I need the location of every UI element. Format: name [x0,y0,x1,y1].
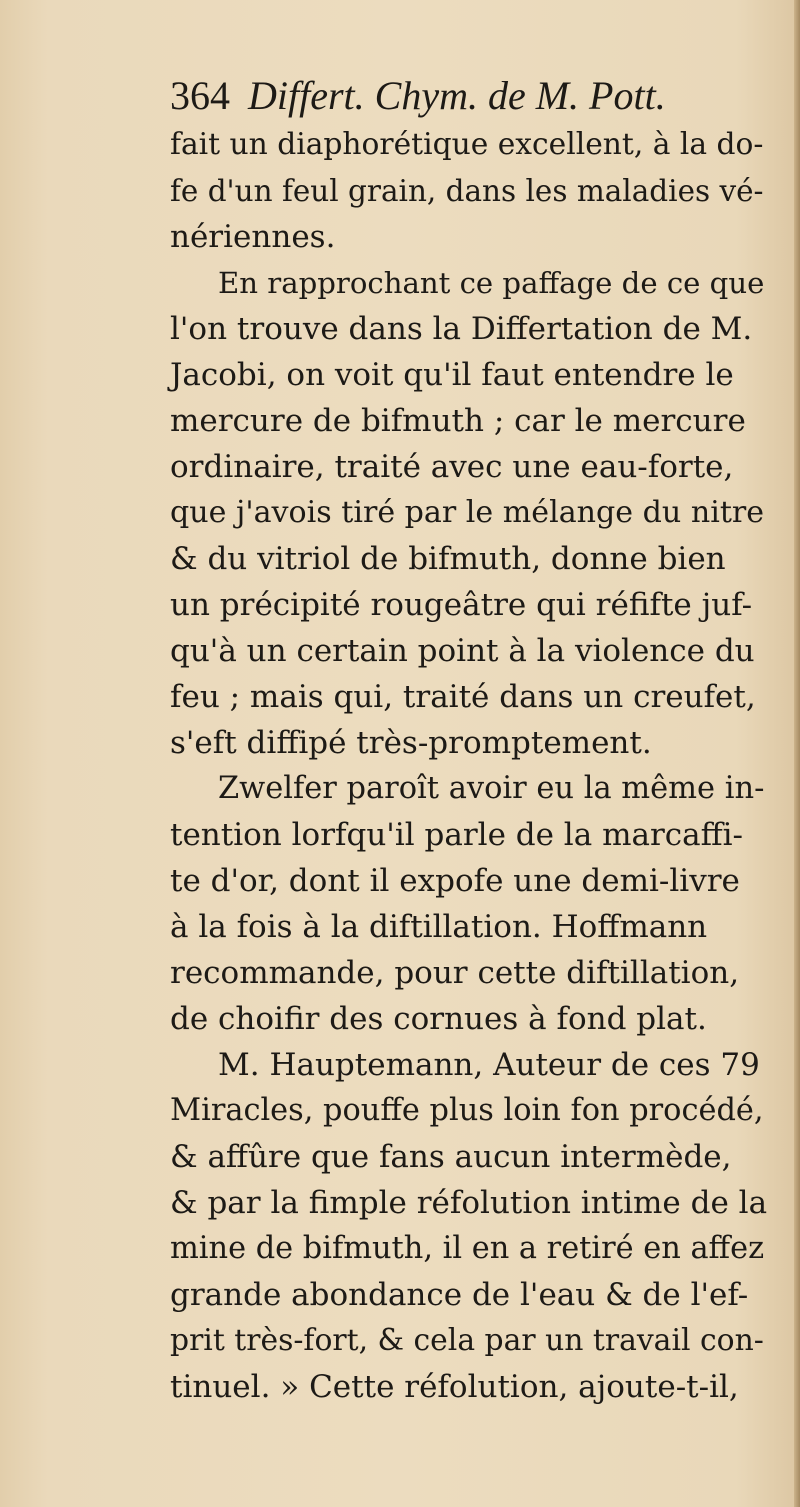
page-edge [794,0,800,1507]
text-line: & affûre que fans aucun intermède, [170,1139,732,1175]
text-line: tention lorfqu'il parle de la marcaffi- [170,817,744,853]
text-line: mine de bifmuth, il en a retiré en affez [170,1231,765,1266]
text-line: fe d'un feul grain, dans les maladies vé- [170,174,764,208]
text-line: fait un diaphorétique excellent, à la do- [170,127,764,162]
text-line: de choifir des cornues à fond plat. [170,1001,707,1037]
text-line: à la fois à la diftillation. Hoffmann [170,909,708,945]
text-line: feu ; mais qui, traité dans un creufet, [170,679,756,715]
text-block [170,70,770,1410]
text-line: te d'or, dont il expofe une demi-livre [170,863,740,899]
text-line: nériennes. [170,219,336,255]
text-line: un précipité rougeâtre qui réfifte juf- [170,587,753,623]
text-line: que j'avois tiré par le mélange du nitre [170,495,765,530]
text-line: ordinaire, traité avec une eau-forte, [170,449,734,485]
text-line: grande abondance de l'eau & de l'ef- [170,1277,749,1313]
running-header [170,70,770,122]
text-line: & par la fimple réfolution intime de la [170,1185,768,1221]
paragraph-start-line: M. Hauptemann, Auteur de ces 79 [218,1047,760,1083]
text-line: prit très-fort, & cela par un travail con- [170,1323,764,1358]
text-line: s'eft diffipé très-promptement. [170,725,652,761]
text-line: mercure de bifmuth ; car le mercure [170,403,746,439]
paragraph-start-line: En rapprochant ce paffage de ce que [218,266,765,300]
text-line: recommande, pour cette diftillation, [170,955,740,991]
text-line: & du vitriol de bifmuth, donne bien [170,541,726,577]
page-number: 364 [170,73,230,118]
text-line: Miracles, pouffe plus loin fon procédé, [170,1093,764,1128]
running-title: Differt. Chym. de M. Pott. [248,73,666,118]
text-line: qu'à un certain point à la violence du [170,633,755,669]
text-line: l'on trouve dans la Differtation de M. [170,311,753,347]
paragraph-start-line: Zwelfer paroît avoir eu la même in- [218,771,765,806]
text-line: tinuel. » Cette réfolution, ajoute-t-il, [170,1369,739,1405]
text-line: Jacobi, on voit qu'il faut entendre le [170,357,734,393]
